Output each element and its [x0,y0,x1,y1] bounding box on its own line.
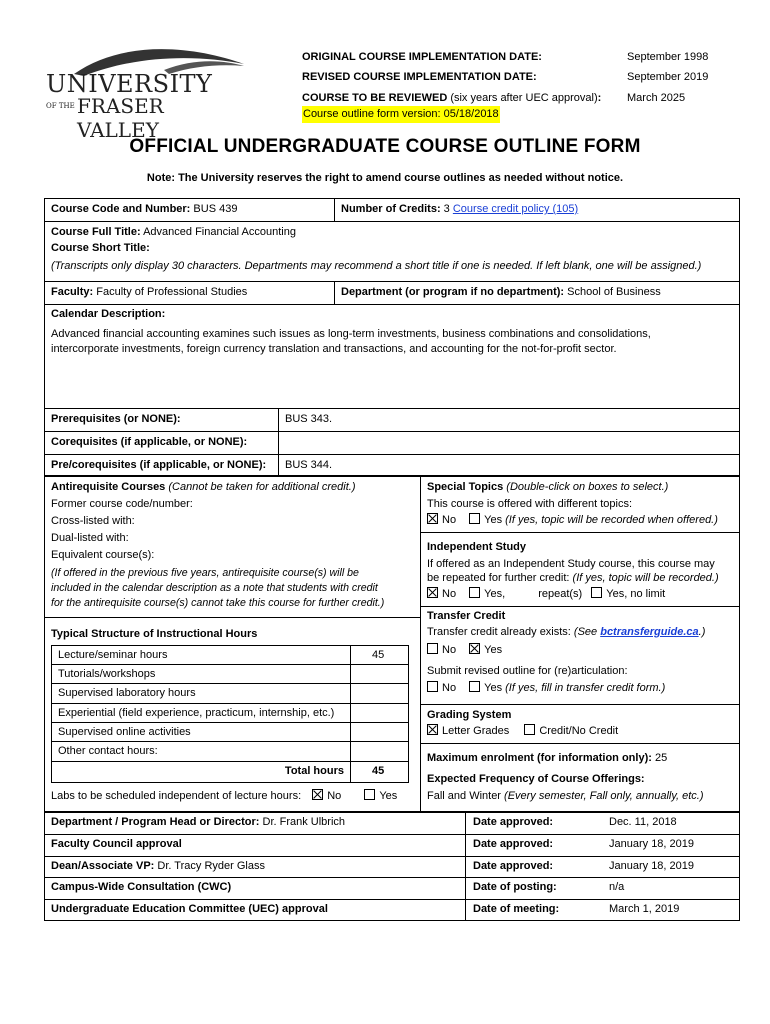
letter-grades-checkbox[interactable] [427,724,438,735]
independent-yes-checkbox[interactable] [469,587,480,598]
independent-desc1: If offered as an Independent Study course, this course may [427,558,715,570]
coreq-label: Corequisites (if applicable, or NONE): [51,436,248,448]
special-no-checkbox[interactable] [427,513,438,524]
review-label: COURSE TO BE REVIEWED [302,92,448,104]
transfer-submit-options: No Yes (If yes, fill in transfer credit form.) [427,680,665,697]
precoreq-value: BUS 344. [285,459,333,471]
bctransferguide-link[interactable]: bctransferguide.ca [600,626,699,638]
approval-row-label: Undergraduate Education Committee (UEC) approval [51,903,328,915]
transcript-note: (Transcripts only display 30 characters. Departments may recommend a short title if one is needed. If left blank, one will be assigned.) [51,260,702,272]
transfer-exists: Transfer credit already exists: (See bctransferguide.ca.) [427,626,706,638]
approval-date: January 18, 2019 [609,860,695,872]
transfer-no-checkbox[interactable] [427,643,438,654]
hours-row-label: Supervised laboratory hours [58,687,196,699]
antireq-dual: Dual-listed with: [51,532,129,544]
special-yes-checkbox[interactable] [469,513,480,524]
hours-row-label: Other contact hours: [58,745,158,757]
credits: Number of Credits: 3 Course credit policy (105) [341,203,579,215]
hours-row-value: 45 [372,649,385,661]
course-full-title: Course Full Title: Advanced Financial Accounting [51,226,296,238]
approval-date: n/a [609,881,625,893]
special-options: No Yes (If yes, topic will be recorded when offered.) [427,512,718,529]
hours-heading: Typical Structure of Instructional Hours [51,628,258,640]
logo-line1: UNIVERSITY [46,70,213,98]
hours-row-label: Lecture/seminar hours [58,649,168,661]
logo-of-the: OF THE [46,102,75,110]
faculty: Faculty: Faculty of Professional Studies [51,286,248,298]
revised-impl-label: REVISED COURSE IMPLEMENTATION DATE: [302,71,537,83]
approval-date-label: Date approved: [473,816,554,828]
special-desc: This course is offered with different topics: [427,498,633,510]
independent-heading: Independent Study [427,541,526,553]
labs-no-checkbox[interactable] [312,789,323,800]
review-note: (six years after UEC approval) [447,92,598,104]
calendar-description: Advanced financial accounting examines such issues as long-term investments, business combinations and consolidations, intercorporate investments, foreign currency translation and transactions, and accounting for the not-for-profit sector. [51,328,651,355]
rearticulation-no-checkbox[interactable] [427,681,438,692]
hours-row-label: Tutorials/workshops [58,668,156,680]
independent-nolimit-checkbox[interactable] [591,587,602,598]
review-colon: : [597,92,602,104]
approval-row-label: Dean/Associate VP: Dr. Tracy Ryder Glass [51,860,265,872]
antireq-equiv: Equivalent course(s): [51,549,155,561]
department: Department (or program if no department): School of Business [341,286,661,298]
labs-yes-checkbox[interactable] [364,789,375,800]
labs-row: Labs to be scheduled independent of lecture hours: No Yes [51,790,398,802]
university-logo [44,44,249,142]
precoreq-label: Pre/corequisites (if applicable, or NONE): [51,459,267,471]
approval-date: Dec. 11, 2018 [609,816,677,828]
total-hours-label: Total hours [284,765,344,777]
independent-no-checkbox[interactable] [427,587,438,598]
prereq-label: Prerequisites (or NONE): [51,413,181,425]
approval-date-label: Date of posting: [473,881,557,893]
antireq-heading: Antirequisite Courses (Cannot be taken for additional credit.) [51,481,356,493]
hours-row-label: Supervised online activities [58,726,191,738]
approval-row-label: Campus-Wide Consultation (CWC) [51,881,232,893]
prereq-value: BUS 343. [285,413,333,425]
grading-heading: Grading System [427,709,512,721]
orig-impl-value: September 1998 [627,51,709,63]
antireq-cross: Cross-listed with: [51,515,135,527]
total-hours-value: 45 [372,765,385,777]
transfer-exists-options: No Yes [427,642,502,659]
approval-date: March 1, 2019 [609,903,680,915]
form-version: Course outline form version: 05/18/2018 [302,106,500,123]
approval-date-label: Date approved: [473,860,554,872]
independent-desc2: be repeated for further credit: (If yes, topic will be recorded.) [427,572,719,584]
frequency-value: Fall and Winter (Every semester, Fall only, annually, etc.) [427,790,704,802]
credit-nocredit-checkbox[interactable] [524,724,535,735]
approval-date-label: Date approved: [473,838,554,850]
frequency-label: Expected Frequency of Course Offerings: [427,773,645,785]
credit-policy-link[interactable]: Course credit policy (105) [452,203,579,215]
review-value: March 2025 [627,92,686,104]
antireq-note: (If offered in the previous five years, antirequisite course(s) will be included in the calendar description as a note that students with credit for the antirequisite course(s) cannot take this course for further credit.) [51,567,385,609]
logo-line2: FRASER VALLEY [77,94,164,142]
independent-options: No Yes, repeat(s) Yes, no limit [427,586,665,603]
transfer-submit: Submit revised outline for (re)articulation: [427,665,628,677]
max-enrolment: Maximum enrolment (for information only): 25 [427,752,668,764]
grading-options: Letter Grades Credit/No Credit [427,723,618,740]
orig-impl-label: ORIGINAL COURSE IMPLEMENTATION DATE: [302,51,542,63]
approval-date-label: Date of meeting: [473,903,560,915]
calendar-label: Calendar Description: [51,308,166,320]
course-code: Course Code and Number: BUS 439 [51,203,238,215]
course-short-title: Course Short Title: [51,242,150,254]
special-heading: Special Topics (Double-click on boxes to select.) [427,481,669,493]
revised-impl-value: September 2019 [627,71,709,83]
rearticulation-yes-checkbox[interactable] [469,681,480,692]
review-row [302,90,601,107]
antireq-former: Former course code/number: [51,498,193,510]
approval-row-label: Department / Program Head or Director: Dr. Frank Ulbrich [51,816,346,828]
amend-note: Note: The University reserves the right to amend course outlines as needed without notice. [146,172,624,184]
approval-date: January 18, 2019 [609,838,695,850]
approval-row-label: Faculty Council approval [51,838,182,850]
hours-row-label: Experiential (field experience, practicum, internship, etc.) [58,707,335,719]
transfer-heading: Transfer Credit [427,610,506,622]
page-title: OFFICIAL UNDERGRADUATE COURSE OUTLINE FORM [129,136,641,157]
transfer-yes-checkbox[interactable] [469,643,480,654]
